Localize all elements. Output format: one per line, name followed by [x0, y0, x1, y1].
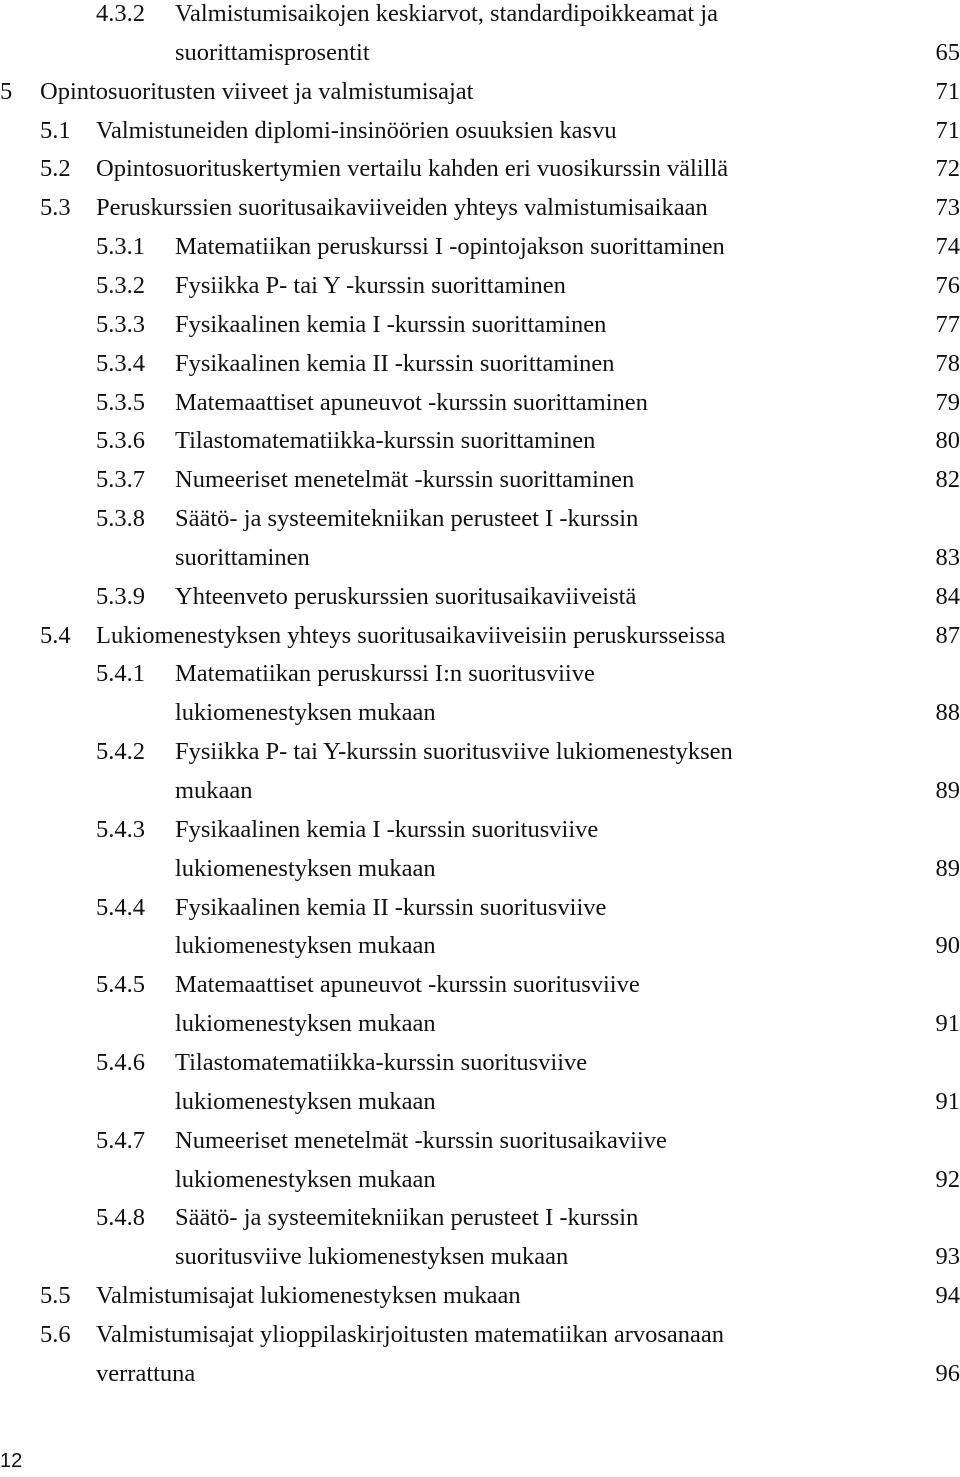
toc-entry-link[interactable]: [96, 116, 960, 146]
toc-entry-line: [0, 1320, 960, 1350]
toc-entry-page[interactable]: 78: [935, 349, 960, 377]
toc-entry-text: [96, 1320, 960, 1350]
toc-entry-title: Matematiikan peruskurssi I -opintojakson suorittaminen: [175, 233, 725, 261]
toc-entry-title: Matematiikan peruskurssi I:n suoritusviive: [175, 660, 595, 688]
toc-entry-line: [0, 621, 960, 651]
toc-entry-page[interactable]: 76: [935, 271, 960, 299]
toc-entry-page[interactable]: 88: [935, 699, 960, 727]
toc-entry-number: 5.3.6: [96, 427, 145, 455]
page-number: 12: [0, 1450, 23, 1472]
toc-entry-line: [0, 543, 960, 573]
toc-entry-link[interactable]: [175, 349, 960, 379]
toc-entry-page[interactable]: 90: [935, 932, 960, 960]
toc-entry-link[interactable]: [175, 1009, 960, 1039]
toc-entry-link[interactable]: [175, 698, 960, 728]
toc-entry-line: [0, 1359, 960, 1389]
toc-entry-text: [175, 893, 960, 923]
toc-entry-title: Säätö- ja systeemitekniikan perusteet I -kurssin: [175, 505, 639, 533]
toc-entry-number: 5.4.4: [96, 893, 145, 921]
toc-entry-line: [0, 1203, 960, 1233]
toc-entry-line: [0, 1087, 960, 1117]
toc-entry-number: 5.4.3: [96, 815, 145, 843]
toc-entry-number: 5.4.8: [96, 1204, 145, 1232]
toc-entry-number: 5.4: [40, 621, 71, 649]
toc-entry-text: [175, 0, 960, 29]
toc-entry-number: 5.2: [40, 155, 71, 183]
toc-entry-text: [175, 1048, 960, 1078]
toc-entry-title: Numeeriset menetelmät -kurssin suorittaminen: [175, 466, 635, 494]
toc-entry-page[interactable]: 82: [935, 466, 960, 494]
toc-entry-line: [0, 893, 960, 923]
toc-entry-title: Valmistuneiden diplomi-insinöörien osuuksien kasvu: [96, 116, 617, 144]
toc-entry-link[interactable]: [96, 154, 960, 184]
toc-entry-title: Fysikaalinen kemia I -kurssin suorittaminen: [175, 310, 607, 338]
toc-entry-title: Opintosuoritusten viiveet ja valmistumisajat: [40, 77, 474, 105]
toc-entry-line: [0, 232, 960, 262]
toc-entry-text: [175, 504, 960, 534]
toc-entry-title: Matemaattiset apuneuvot -kurssin suoritusviive: [175, 971, 640, 999]
toc-entry-text: [175, 659, 960, 689]
toc-entry-line: [0, 116, 960, 146]
toc-entry-line: [0, 426, 960, 456]
toc-entry-text: [175, 970, 960, 1000]
toc-entry-number: 5.4.7: [96, 1126, 145, 1154]
toc-entry-title: suorittaminen: [175, 543, 310, 571]
toc-entry-line: [0, 582, 960, 612]
toc-entry-link[interactable]: [175, 1242, 960, 1272]
toc-entry-title: verrattuna: [96, 1359, 196, 1387]
toc-entry-title: Fysikaalinen kemia II -kurssin suoritusviive: [175, 893, 607, 921]
toc-entry-number: 5.4.1: [96, 660, 145, 688]
toc-entry-number: 5.3.7: [96, 466, 145, 494]
toc-entry-page[interactable]: 73: [935, 194, 960, 222]
toc-entry-link[interactable]: [175, 38, 960, 68]
toc-entry-title: lukiomenestyksen mukaan: [175, 1087, 436, 1115]
toc-entry-line: [0, 504, 960, 534]
toc-entry-line: [0, 388, 960, 418]
toc-entry-number: 5.4.6: [96, 1048, 145, 1076]
toc-entry-line: [0, 271, 960, 301]
toc-entry-title: lukiomenestyksen mukaan: [175, 1010, 436, 1038]
toc-entry-title: Opintosuorituskertymien vertailu kahden eri vuosikurssin välillä: [96, 155, 729, 183]
toc-entry-page[interactable]: 87: [935, 621, 960, 649]
toc-entry-page[interactable]: 89: [935, 777, 960, 804]
toc-entry-title: Numeeriset menetelmät -kurssin suoritusaikaviive: [175, 1126, 667, 1154]
toc-entry-title: Peruskurssien suoritusaikaviiveiden yhteys valmistumisaikaan: [96, 194, 708, 222]
toc-entry-page[interactable]: 93: [935, 1243, 960, 1271]
toc-entry-title: suorittamisprosentit: [175, 38, 370, 66]
toc-entry-title: Tilastomatematiikka-kurssin suoritusviive: [175, 1048, 588, 1076]
toc-entry-number: 5: [0, 77, 13, 105]
toc-entry-page[interactable]: 79: [935, 388, 960, 416]
toc-entry-line: [0, 931, 960, 961]
toc-entry-link[interactable]: [175, 232, 960, 262]
toc-entry-title: Fysikaalinen kemia I -kurssin suoritusviive: [175, 815, 599, 843]
toc-entry-title: Tilastomatematiikka-kurssin suorittaminen: [175, 427, 596, 455]
toc-entry-number: 5.3.2: [96, 271, 145, 299]
toc-entry-number: 5.1: [40, 116, 71, 144]
toc-entry-line: [0, 970, 960, 1000]
toc-entry-link[interactable]: [175, 854, 960, 884]
toc-entry-title: suoritusviive lukiomenestyksen mukaan: [175, 1243, 569, 1271]
toc-entry-line: [0, 465, 960, 495]
toc-entry-title: Fysiikka P- tai Y -kurssin suorittaminen: [175, 271, 566, 299]
toc-entry-link[interactable]: [175, 931, 960, 961]
toc-entry-title: Valmistumisaikojen keskiarvot, standardipoikkeamat ja: [175, 0, 718, 27]
toc-entry-line: [0, 1242, 960, 1272]
toc-entry-title: Fysikaalinen kemia II -kurssin suorittaminen: [175, 349, 615, 377]
toc-entry-number: 5.3.1: [96, 233, 145, 261]
toc-entry-line: [0, 659, 960, 689]
toc-entry-link[interactable]: [175, 388, 960, 418]
toc-entry-line: [0, 737, 960, 767]
toc-entry-title: lukiomenestyksen mukaan: [175, 932, 436, 960]
toc-entry-line: [0, 698, 960, 728]
toc-entry-link[interactable]: [96, 621, 960, 651]
toc-entry-page[interactable]: 94: [935, 1282, 960, 1310]
toc-entry-link[interactable]: [40, 77, 960, 107]
toc-entry-line: [0, 1048, 960, 1078]
toc-entry-link[interactable]: [175, 1087, 960, 1117]
toc-entry-number: 5.3.4: [96, 349, 145, 377]
toc-entry-text: [175, 1126, 960, 1156]
toc-entry-number: 5.4.2: [96, 738, 145, 766]
toc-entry-line: [0, 349, 960, 379]
toc-entry-page[interactable]: 71: [935, 77, 960, 105]
toc-entry-line: [0, 854, 960, 884]
toc-entry-number: 5.3: [40, 194, 71, 222]
toc-entry-link[interactable]: [96, 1281, 960, 1311]
toc-entry-link[interactable]: [175, 465, 960, 495]
toc-entry-line: [0, 0, 960, 29]
toc-entry-number: 5.3.9: [96, 582, 145, 610]
toc-entry-title: lukiomenestyksen mukaan: [175, 1165, 436, 1193]
toc-entry-page[interactable]: 74: [935, 233, 960, 261]
toc-entry-number: 5.6: [40, 1320, 71, 1348]
toc-entry-page[interactable]: 96: [935, 1359, 960, 1387]
toc-entry-line: [0, 1281, 960, 1311]
toc-entry-link[interactable]: [175, 582, 960, 612]
toc-entry-number: 4.3.2: [96, 0, 145, 27]
toc-entry-line: [0, 776, 960, 806]
toc-entry-page[interactable]: 89: [935, 854, 960, 882]
toc-entry-line: [0, 154, 960, 184]
toc-entry-title: Fysiikka P- tai Y-kurssin suoritusviive lukiomenestyksen: [175, 738, 733, 766]
toc-entry-title: mukaan: [175, 777, 253, 804]
toc-entry-title: Valmistumisajat lukiomenestyksen mukaan: [96, 1282, 521, 1310]
toc-entry-text: [175, 737, 960, 767]
toc-entry-link[interactable]: [175, 271, 960, 301]
toc-entry-link[interactable]: [96, 1359, 960, 1389]
toc-entry-line: [0, 1126, 960, 1156]
toc-entry-title: lukiomenestyksen mukaan: [175, 854, 436, 882]
toc-entry-title: Säätö- ja systeemitekniikan perusteet I -kurssin: [175, 1204, 639, 1232]
toc-entry-page[interactable]: 77: [935, 310, 960, 338]
toc-entry-link[interactable]: [175, 1165, 960, 1195]
toc-entry-link[interactable]: [175, 426, 960, 456]
toc-entry-line: [0, 815, 960, 845]
toc-entry-page[interactable]: 65: [935, 38, 960, 66]
toc-entry-title: Matemaattiset apuneuvot -kurssin suorittaminen: [175, 388, 648, 416]
toc-entry-number: 5.3.3: [96, 310, 145, 338]
toc-entry-number: 5.4.5: [96, 971, 145, 999]
toc-entry-number: 5.3.8: [96, 505, 145, 533]
toc-entry-page[interactable]: 84: [935, 582, 960, 610]
toc-entry-link[interactable]: [175, 543, 960, 573]
toc-entry-link[interactable]: [96, 193, 960, 223]
toc-entry-page[interactable]: 83: [935, 543, 960, 571]
toc-entry-line: [0, 1165, 960, 1195]
toc-entry-link[interactable]: [175, 310, 960, 340]
toc-entry-title: lukiomenestyksen mukaan: [175, 699, 436, 727]
toc-entry-line: [0, 38, 960, 68]
toc-entry-line: [0, 193, 960, 223]
toc-entry-page[interactable]: 72: [935, 155, 960, 183]
toc-entry-title: Yhteenveto peruskurssien suoritusaikaviiveistä: [175, 582, 637, 610]
toc-entry-line: [0, 77, 960, 107]
toc-entry-title: Valmistumisajat ylioppilaskirjoitusten matematiikan arvosanaan: [96, 1320, 725, 1348]
toc-entry-number: 5.5: [40, 1282, 71, 1310]
toc-entry-page[interactable]: 80: [935, 427, 960, 455]
toc-entry-title: Lukiomenestyksen yhteys suoritusaikaviiveisiin peruskursseissa: [96, 621, 726, 649]
toc-entry-line: [0, 1009, 960, 1039]
toc-entry-page[interactable]: 91: [935, 1087, 960, 1115]
toc-entry-number: 5.3.5: [96, 388, 145, 416]
toc-entry-page[interactable]: 92: [935, 1165, 960, 1193]
toc-entry-page[interactable]: 91: [935, 1010, 960, 1038]
toc-entry-link[interactable]: [175, 776, 960, 806]
toc-entry-text: [175, 815, 960, 845]
toc-entry-page[interactable]: 71: [935, 116, 960, 144]
toc-entry-line: [0, 310, 960, 340]
toc-entry-text: [175, 1203, 960, 1233]
